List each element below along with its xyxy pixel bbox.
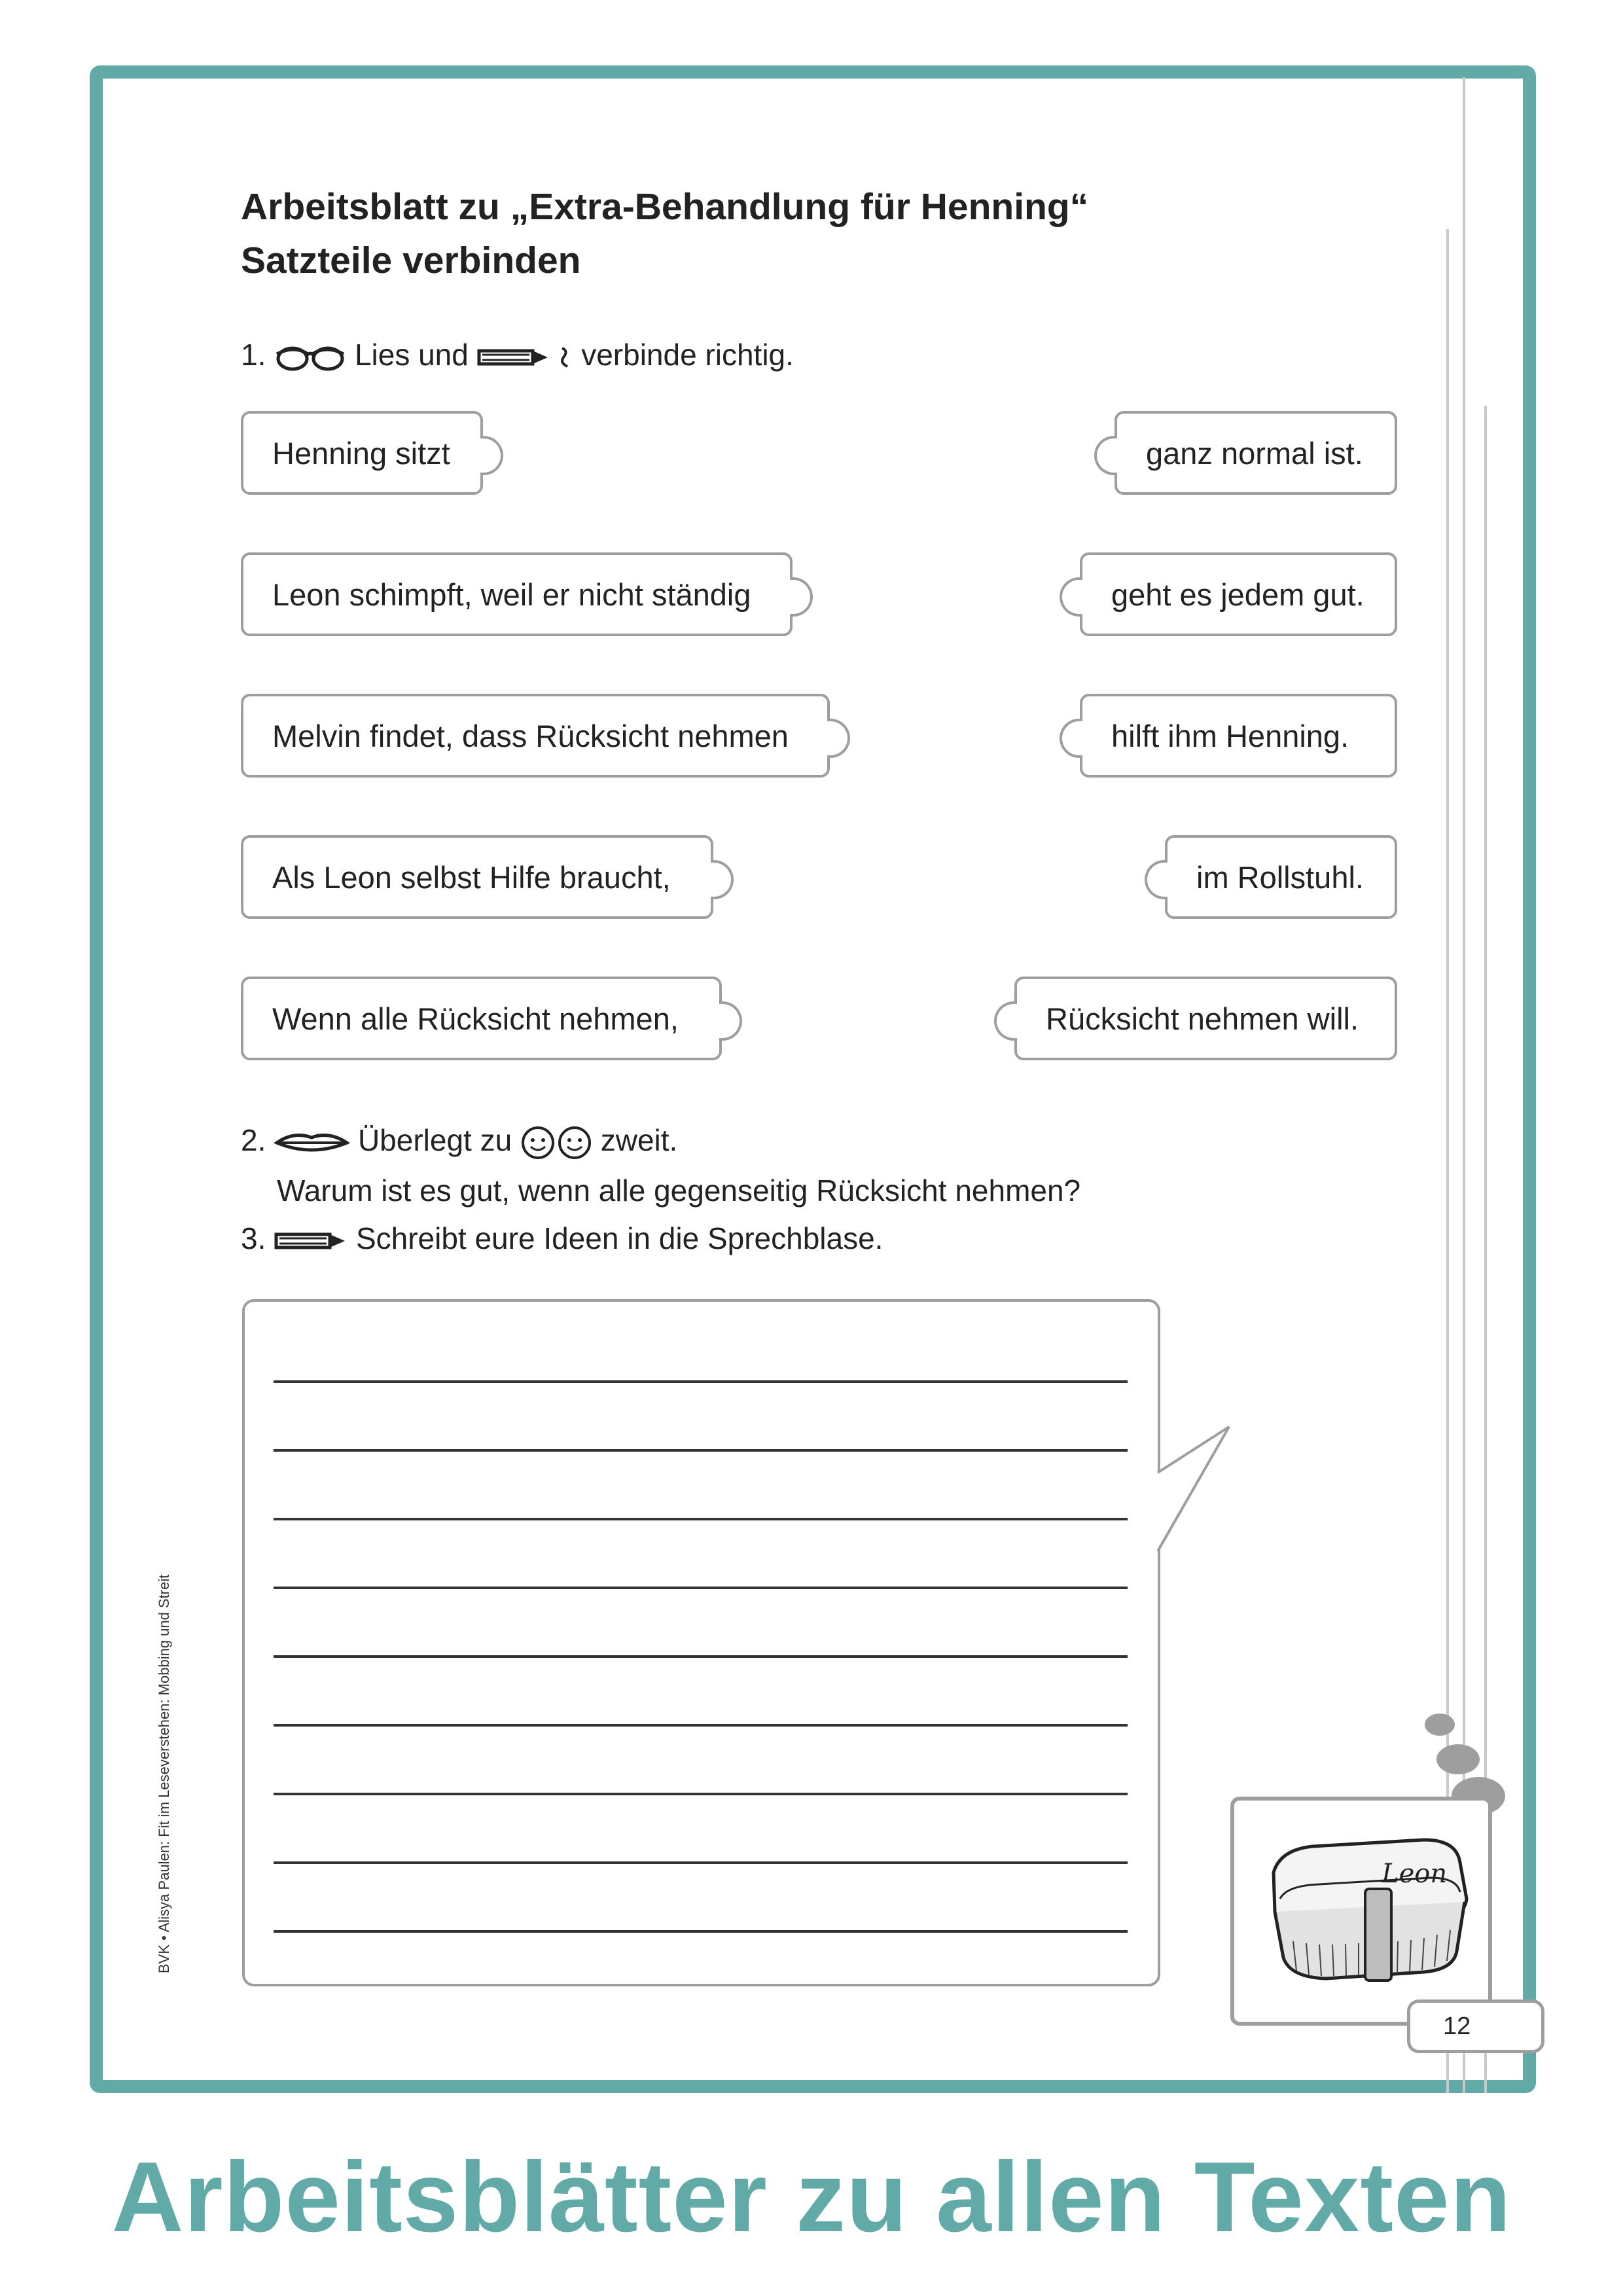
right-part-1[interactable] (1115, 411, 1397, 495)
left-part-label: Leon schimpft, weil er nicht ständig (272, 577, 751, 612)
writing-line[interactable] (274, 1380, 1128, 1383)
writing-line[interactable] (274, 1930, 1128, 1933)
footer-headline: Arbeitsblätter zu allen Texten (111, 2142, 1512, 2253)
right-part-3[interactable] (1080, 694, 1397, 778)
pencil-icon (477, 344, 550, 370)
title-line-1: Arbeitsblatt zu „Extra-Behandlung für Henning“ (241, 186, 1089, 228)
task-3-instruction (241, 1221, 883, 1256)
thought-dot (1425, 1713, 1455, 1736)
writing-line[interactable] (274, 1518, 1128, 1520)
lunchbox-icon (1234, 1801, 1488, 2022)
right-part-label: Rücksicht nehmen will. (1046, 1001, 1359, 1036)
task-3-text: Schreibt eure Ideen in die Sprechblase. (355, 1221, 883, 1255)
right-part-label: im Rollstuhl. (1196, 859, 1364, 895)
right-part-2[interactable] (1080, 552, 1397, 636)
left-part-label: Melvin findet, dass Rücksicht nehmen (272, 718, 789, 753)
thought-dot (1436, 1744, 1480, 1774)
worksheet-title (241, 180, 1088, 287)
right-part-label: geht es jedem gut. (1111, 577, 1364, 612)
task-2-number: 2. (241, 1123, 266, 1157)
left-part-label: Als Leon selbst Hilfe braucht, (272, 859, 671, 895)
glasses-icon (274, 341, 346, 374)
speech-bubble[interactable] (242, 1299, 1160, 1986)
illustration-frame (1230, 1797, 1492, 2026)
title-line-2: Satzteile verbinden (241, 240, 581, 281)
task-1-text-b: verbinde richtig. (581, 338, 794, 372)
speech-bubble-tail (1152, 1420, 1230, 1564)
writing-line[interactable] (274, 1724, 1128, 1727)
task-2-text-b: zweit. (600, 1123, 678, 1157)
two-faces-icon (520, 1124, 592, 1161)
left-part-label: Wenn alle Rücksicht nehmen, (272, 1001, 679, 1036)
writing-line[interactable] (274, 1655, 1128, 1658)
task-2-instruction (241, 1122, 677, 1161)
left-part-1[interactable] (241, 411, 483, 495)
task-1-instruction (241, 337, 794, 374)
right-part-4[interactable] (1165, 835, 1397, 919)
writing-line[interactable] (274, 1449, 1128, 1452)
writing-line[interactable] (274, 1861, 1128, 1864)
mouth-icon (274, 1130, 349, 1156)
left-part-5[interactable] (241, 977, 722, 1060)
task-1-number: 1. (241, 338, 266, 372)
right-part-5[interactable] (1014, 977, 1397, 1060)
page-number: 12 (1407, 2000, 1544, 2053)
task-3-number: 3. (241, 1221, 266, 1255)
pencil-icon (274, 1228, 348, 1254)
task-2-question: Warum ist es gut, wenn alle gegenseitig Rücksicht nehmen? (277, 1174, 1081, 1208)
left-part-3[interactable] (241, 694, 830, 778)
connect-line-icon (558, 344, 573, 370)
right-part-label: hilft ihm Henning. (1111, 718, 1349, 753)
left-part-label: Henning sitzt (272, 435, 450, 471)
task-1-text-a: Lies und (354, 338, 469, 372)
right-part-label: ganz normal ist. (1146, 435, 1363, 471)
writing-line[interactable] (274, 1793, 1128, 1795)
left-part-4[interactable] (241, 835, 713, 919)
side-credit: BVK • Alisya Paulen: Fit im Leseverstehen: Mobbing und Streit (156, 1574, 172, 1973)
writing-line[interactable] (274, 1587, 1128, 1589)
task-2-text-a: Überlegt zu (357, 1123, 512, 1157)
left-part-2[interactable] (241, 552, 793, 636)
lunchbox-label: Leon (1382, 1859, 1448, 1889)
